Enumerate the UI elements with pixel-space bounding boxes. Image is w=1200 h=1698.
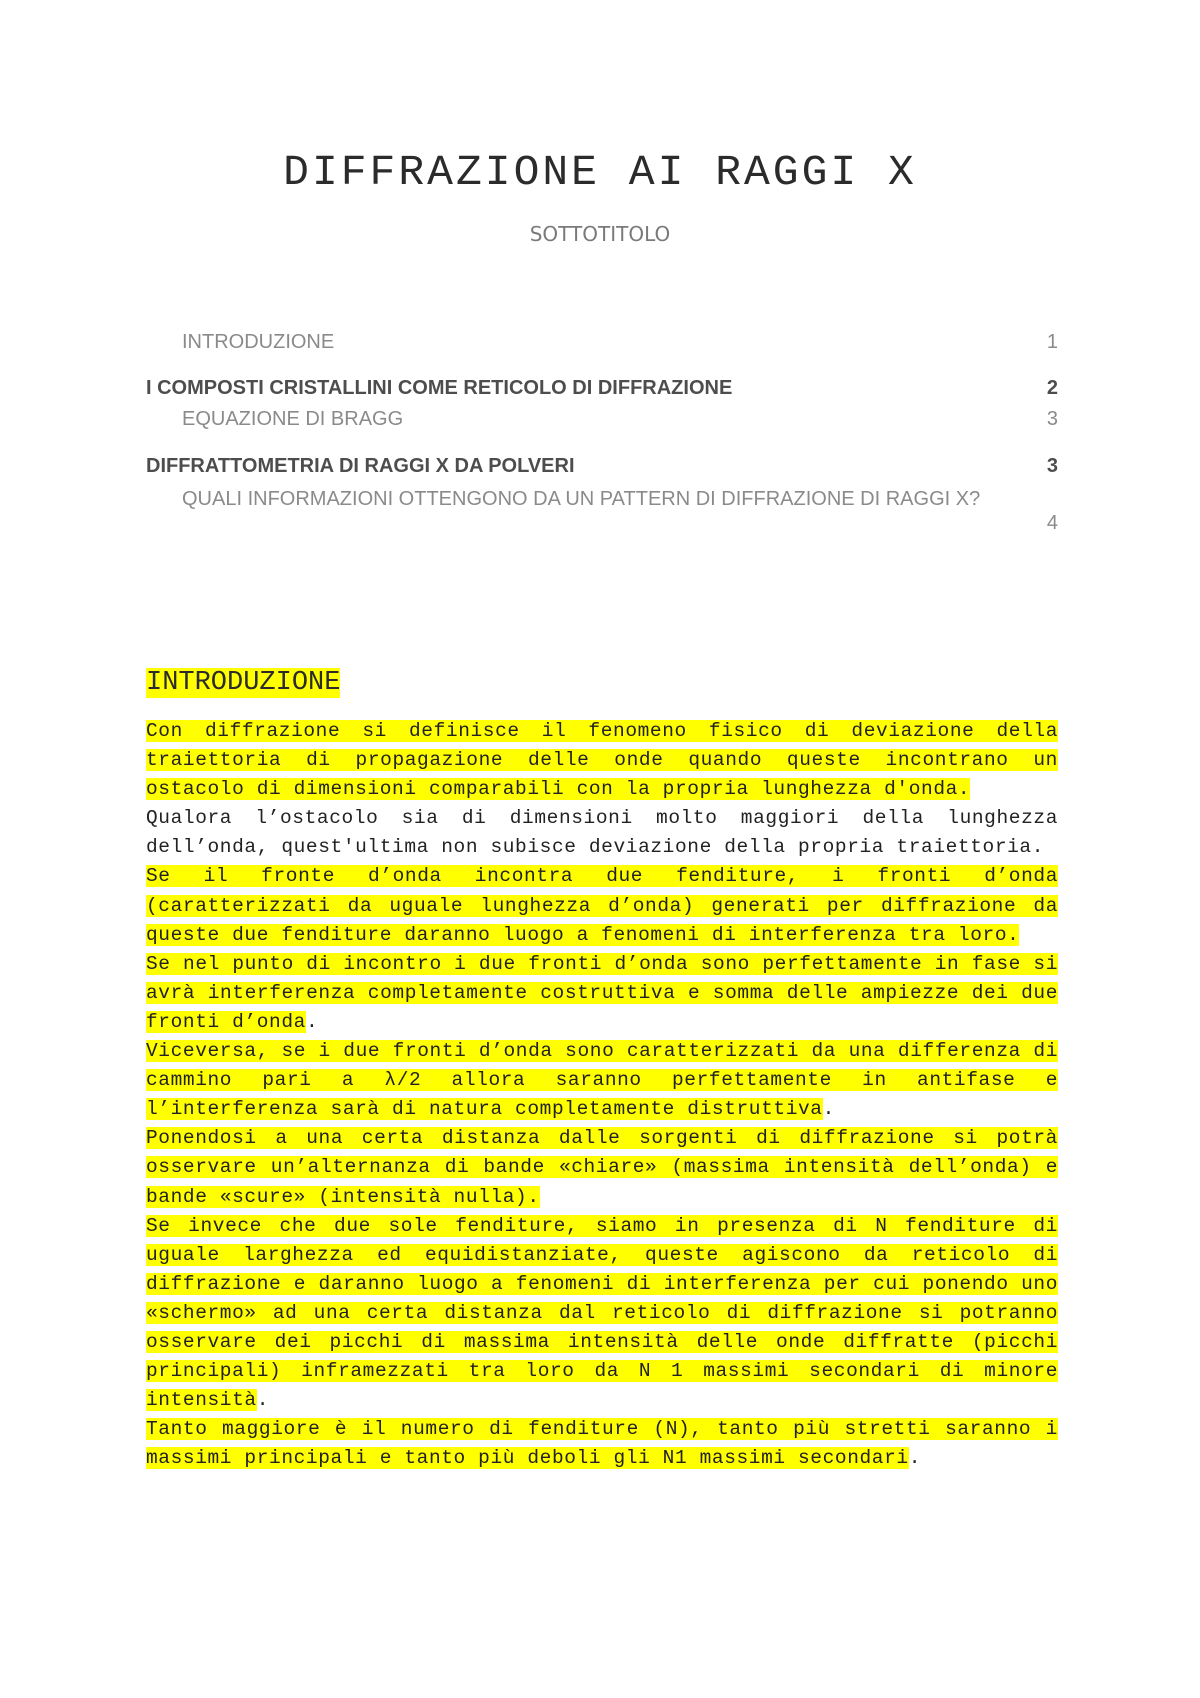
toc-entry-page: 4 bbox=[1046, 512, 1058, 534]
toc-entry-label: EQUAZIONE DI BRAGG bbox=[182, 408, 404, 430]
highlighted-text: Se il fronte d’onda incontra due fenditure, i fronti d’onda (caratterizzati da uguale lunghezza d’onda) generati per diffrazione da queste due fenditure daranno luogo a fenomeni di interferenza tra loro. bbox=[146, 865, 1058, 946]
paragraph bbox=[146, 1415, 1058, 1473]
highlighted-text: Con diffrazione si definisce il fenomeno fisico di deviazione della traiettoria di propagazione delle onde quando queste incontrano un ostacolo di dimensioni comparabili con la propria lunghezza d'onda. bbox=[146, 720, 1058, 801]
plain-text: . bbox=[305, 1010, 319, 1033]
paragraph bbox=[146, 717, 1058, 804]
toc-entry-page: 2 bbox=[1046, 377, 1058, 399]
paragraph bbox=[146, 1037, 1058, 1124]
paragraph bbox=[146, 950, 1058, 1037]
plain-text: . bbox=[908, 1447, 922, 1470]
toc-entry-label: I COMPOSTI CRISTALLINI COME RETICOLO DI DIFFRAZIONE bbox=[146, 377, 733, 399]
section-heading bbox=[146, 668, 340, 698]
plain-text: . bbox=[822, 1098, 835, 1121]
toc-entry-page: 1 bbox=[1046, 331, 1058, 353]
paragraph bbox=[146, 862, 1058, 949]
paragraph bbox=[146, 804, 1058, 862]
highlighted-text: Ponendosi a una certa distanza dalle sorgenti di diffrazione si potrà osservare un’alternanza di bande «chiare» (massima intensità dell’onda) e bande «scure» (intensità nulla). bbox=[146, 1127, 1058, 1208]
highlighted-text: Viceversa, se i due fronti d’onda sono caratterizzati da una differenza di cammino pari a λ/2 allora saranno perfettamente in antifase e l’interferenza sarà di natura completamente distruttiva bbox=[146, 1040, 1058, 1121]
section-body bbox=[146, 717, 1058, 1473]
plain-text: Qualora l’ostacolo sia di dimensioni molto maggiori della lunghezza dell’onda, quest'ultima non subisce deviazione della propria traiettoria. bbox=[146, 807, 1058, 859]
toc-entry-label: QUALI INFORMAZIONI OTTENGONO DA UN PATTERN DI DIFFRAZIONE DI RAGGI X? bbox=[182, 488, 981, 510]
plain-text: . bbox=[256, 1389, 270, 1412]
document-title: DIFFRAZIONE AI RAGGI X bbox=[283, 148, 917, 197]
toc-entry-page: 3 bbox=[1046, 408, 1058, 430]
section-heading-text: INTRODUZIONE bbox=[146, 668, 341, 698]
paragraph bbox=[146, 1212, 1058, 1416]
highlighted-text: Tanto maggiore è il numero di fenditure (N), tanto più stretti saranno i massimi principali e tanto più deboli gli N1 massimi secondari bbox=[146, 1418, 1058, 1470]
document-subtitle: SOTTOTITOLO bbox=[529, 222, 671, 246]
toc-entry-label: INTRODUZIONE bbox=[182, 331, 335, 353]
paragraph bbox=[146, 1124, 1058, 1211]
highlighted-text: Se invece che due sole fenditure, siamo in presenza di N fenditure di uguale larghezza ed equidistanziate, queste agiscono da reticolo di diffrazione e daranno luogo a fenomeni di interferenza per cui ponendo uno «schermo» ad una certa distanza dal reticolo di diffrazione si potranno osservare dei picchi di massima intensità delle onde diffratte (picchi principali) inframezzati tra loro da N 1 massimi secondari di minore intensità bbox=[146, 1214, 1058, 1412]
toc-entry-page: 3 bbox=[1046, 455, 1058, 477]
toc-entry-label: DIFFRATTOMETRIA DI RAGGI X DA POLVERI bbox=[146, 455, 575, 477]
highlighted-text: Se nel punto di incontro i due fronti d’onda sono perfettamente in fase si avrà interferenza completamente costruttiva e somma delle ampiezze dei due fronti d’onda bbox=[146, 952, 1058, 1033]
